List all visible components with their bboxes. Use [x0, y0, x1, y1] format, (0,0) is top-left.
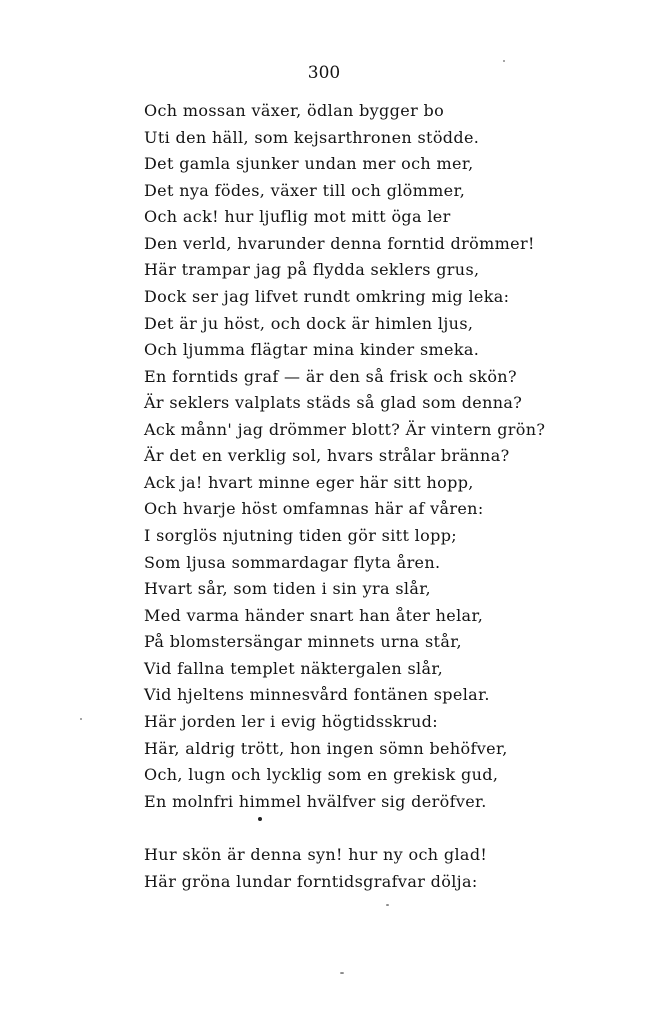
poem-line: Den verld, hvarunder denna forntid drömmer!: [144, 233, 535, 253]
poem-line: Här jorden ler i evig högtidsskrud:: [144, 711, 438, 731]
scan-speck: [503, 60, 505, 62]
poem-line: Här gröna lundar forntidsgrafvar dölja:: [144, 871, 478, 891]
page-number: 300: [307, 63, 341, 83]
poem-line: Och hvarje höst omfamnas här af våren:: [144, 499, 484, 519]
poem-line: Och mossan växer, ödlan bygger bo: [144, 101, 445, 120]
poem-line: Och ljumma flägtar mina kinder smeka.: [144, 340, 480, 360]
poem-line: Hur skön är denna syn! hur ny och glad!: [144, 845, 488, 864]
poem-line: Ack månn' jag drömmer blott? Är vintern grön?: [144, 419, 546, 439]
poem-line: Här trampar jag på flydda seklers grus,: [144, 260, 480, 280]
poem-line: Är seklers valplats städs så glad som denna?: [144, 393, 523, 413]
poem-line: Dock ser jag lifvet rundt omkring mig leka:: [144, 286, 510, 306]
poem-line: En molnfri himmel hvälfver sig deröfver.: [144, 791, 487, 811]
poem-line: Hvart sår, som tiden i sin yra slår,: [144, 579, 431, 599]
poem-line: Det nya födes, växer till och glömmer,: [144, 180, 466, 200]
poem-line: Uti den häll, som kejsarthronen stödde.: [144, 127, 480, 147]
poem-line: Med varma händer snart han åter helar,: [144, 605, 484, 625]
poem-line: Är det en verklig sol, hvars strålar bränna?: [144, 446, 510, 466]
poem-stanza-2: [144, 842, 487, 895]
scan-speck: [258, 817, 262, 821]
poem-line: En forntids graf — är den så frisk och skön?: [144, 366, 517, 386]
poem-line: Här, aldrig trött, hon ingen sömn behöfver,: [144, 738, 508, 758]
poem-line: Och ack! hur ljuflig mot mitt öga ler: [144, 207, 451, 227]
poem-line: I sorglös njutning tiden gör sitt lopp;: [144, 526, 458, 545]
poem-line: Det gamla sjunker undan mer och mer,: [144, 154, 474, 174]
poem-line: Som ljusa sommardagar flyta åren.: [144, 552, 441, 572]
scan-speck: [340, 972, 344, 974]
poem-line: På blomstersängar minnets urna står,: [144, 632, 462, 652]
poem-line: Ack ja! hvart minne eger här sitt hopp,: [144, 472, 474, 492]
poem-line: Vid hjeltens minnesvård fontänen spelar.: [144, 685, 490, 705]
poem-line: Och, lugn och lycklig som en grekisk gud,: [144, 765, 499, 785]
scan-speck: [80, 718, 82, 720]
scan-speck: [386, 904, 389, 906]
poem-line: Vid fallna templet näktergalen slår,: [144, 658, 444, 678]
poem-line: Det är ju höst, och dock är himlen ljus,: [144, 313, 474, 333]
poem-stanza-1: [144, 98, 545, 815]
